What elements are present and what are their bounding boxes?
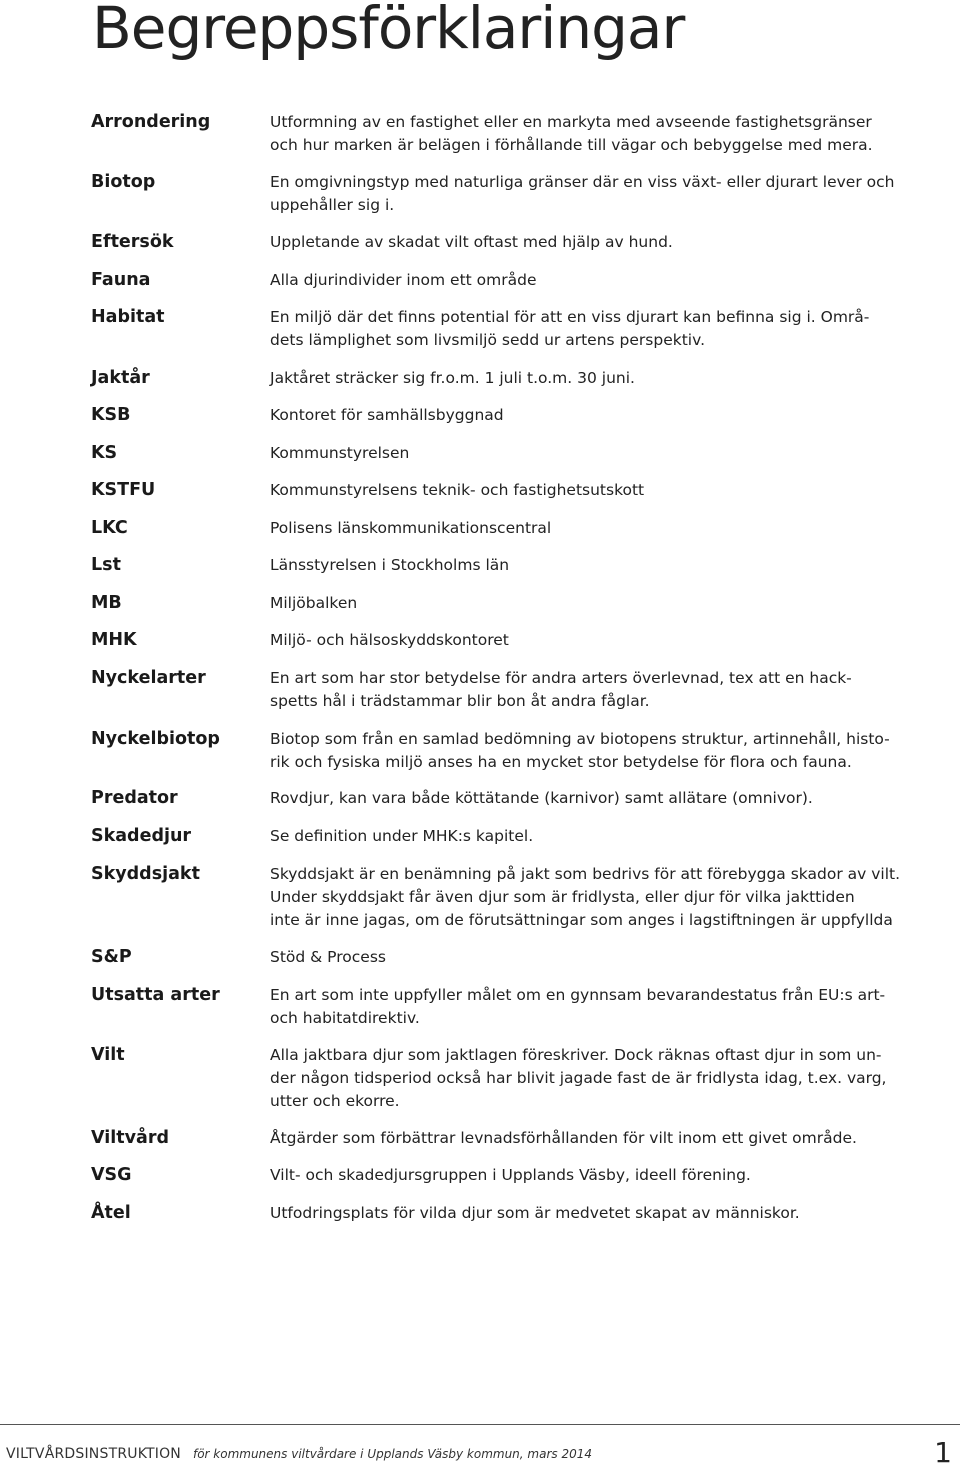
- glossary-term: Fauna: [91, 270, 151, 290]
- page-number: 1: [934, 1436, 952, 1469]
- glossary-definition: [270, 825, 910, 848]
- glossary-term: Viltvård: [91, 1128, 169, 1148]
- definition-line: Uppletande av skadat vilt oftast med hjälp av hund.: [270, 233, 673, 251]
- glossary-definition: [270, 306, 910, 352]
- footer-divider: [0, 1424, 960, 1425]
- definition-line: inte är inne jagas, om de förutsättningar som anges i lagstiftningen är uppfyllda: [270, 911, 893, 929]
- glossary-definition: [270, 1127, 910, 1150]
- glossary-definition: [270, 667, 910, 713]
- glossary-term: Skyddsjakt: [91, 864, 200, 884]
- glossary-definition: [270, 1164, 910, 1187]
- definition-line: rik och fysiska miljö anses ha en mycket stor betydelse för flora och fauna.: [270, 753, 852, 771]
- definition-line: Kommunstyrelsens teknik- och fastighetsutskott: [270, 481, 645, 499]
- glossary-term: MB: [91, 593, 122, 613]
- definition-line: Stöd & Process: [270, 948, 386, 966]
- glossary-term: Eftersök: [91, 232, 174, 252]
- glossary-definition: [270, 517, 910, 540]
- definition-line: Skyddsjakt är en benämning på jakt som bedrivs för att förebygga skador av vilt.: [270, 865, 901, 883]
- glossary-term: S&P: [91, 947, 132, 967]
- definition-line: Rovdjur, kan vara både köttätande (karnivor) samt allätare (omnivor).: [270, 789, 813, 807]
- glossary-definition: [270, 269, 910, 292]
- definition-line: En miljö där det finns potential för att en viss djurart kan befinna sig i. Områ-: [270, 308, 870, 326]
- definition-line: uppehåller sig i.: [270, 196, 395, 214]
- glossary-definition: [270, 984, 910, 1030]
- glossary-definition: [270, 111, 910, 157]
- definition-line: Alla djurindivider inom ett område: [270, 271, 537, 289]
- glossary-term: Nyckelarter: [91, 668, 206, 688]
- definition-line: En art som har stor betydelse för andra arters överlevnad, tex att en hack-: [270, 669, 852, 687]
- glossary-term: Habitat: [91, 307, 165, 327]
- definition-line: Jaktåret sträcker sig fr.o.m. 1 juli t.o.m. 30 juni.: [270, 369, 635, 387]
- glossary-term: Lst: [91, 555, 121, 575]
- glossary-term: Arrondering: [91, 112, 211, 132]
- glossary-definition: [270, 231, 910, 254]
- definition-line: utter och ekorre.: [270, 1092, 400, 1110]
- definition-line: Biotop som från en samlad bedömning av biotopens struktur, artinnehåll, histo-: [270, 730, 890, 748]
- glossary-definition: [270, 787, 910, 810]
- glossary-definition: [270, 1044, 910, 1113]
- definition-line: Alla jaktbara djur som jaktlagen föreskriver. Dock räknas oftast djur in som un-: [270, 1046, 882, 1064]
- glossary-term: Jaktår: [91, 368, 150, 388]
- glossary-definition: [270, 404, 910, 427]
- footer: [6, 1443, 592, 1462]
- definition-line: och habitatdirektiv.: [270, 1009, 420, 1027]
- glossary-term: KSTFU: [91, 480, 156, 500]
- glossary-term: LKC: [91, 518, 128, 538]
- glossary-definition: [270, 1202, 910, 1225]
- definition-line: Utfodringsplats för vilda djur som är medvetet skapat av människor.: [270, 1204, 800, 1222]
- definition-line: spetts hål i trädstammar blir bon åt andra fåglar.: [270, 692, 650, 710]
- glossary-term: Åtel: [91, 1203, 131, 1223]
- glossary-definition: [270, 479, 910, 502]
- glossary-definition: [270, 629, 910, 652]
- glossary-term: KS: [91, 443, 118, 463]
- definition-line: Kontoret för samhällsbyggnad: [270, 406, 504, 424]
- glossary-term: Vilt: [91, 1045, 125, 1065]
- footer-subtitle: för kommunens viltvårdare i Upplands Väsby kommun, mars 2014: [192, 1447, 592, 1461]
- definition-line: der någon tidsperiod också har blivit jagade fast de är fridlysta idag, t.ex. varg,: [270, 1069, 887, 1087]
- glossary-definition: [270, 171, 910, 217]
- definition-line: Åtgärder som förbättrar levnadsförhållanden för vilt inom ett givet område.: [270, 1129, 857, 1147]
- definition-line: dets lämplighet som livsmiljö sedd ur artens perspektiv.: [270, 331, 705, 349]
- definition-line: En omgivningstyp med naturliga gränser där en viss växt- eller djurart lever och: [270, 173, 895, 191]
- glossary-term: Predator: [91, 788, 178, 808]
- glossary-term: MHK: [91, 630, 137, 650]
- definition-line: Utformning av en fastighet eller en markyta med avseende fastighetsgränser: [270, 113, 872, 131]
- glossary-term: Nyckelbiotop: [91, 729, 220, 749]
- glossary-definition: [270, 442, 910, 465]
- definition-line: Miljöbalken: [270, 594, 358, 612]
- glossary-term: Utsatta arter: [91, 985, 220, 1005]
- glossary-definition: [270, 592, 910, 615]
- glossary-term: KSB: [91, 405, 131, 425]
- definition-line: En art som inte uppfyller målet om en gynnsam bevarandestatus från EU:s art-: [270, 986, 886, 1004]
- footer-document-title: VILTVÅRDSINSTRUKTION: [6, 1446, 181, 1462]
- definition-line: Vilt- och skadedjursgruppen i Upplands Väsby, ideell förening.: [270, 1166, 751, 1184]
- glossary-definition: [270, 946, 910, 969]
- glossary-definition: [270, 863, 910, 932]
- glossary-definition: [270, 728, 910, 774]
- glossary-term: Skadedjur: [91, 826, 192, 846]
- glossary-definition: [270, 367, 910, 390]
- glossary-definition: [270, 554, 910, 577]
- glossary-term: Biotop: [91, 172, 156, 192]
- definition-line: och hur marken är belägen i förhållande till vägar och bebyggelse med mera.: [270, 136, 873, 154]
- definition-line: Polisens länskommunikationscentral: [270, 519, 552, 537]
- page-title: Begreppsförklaringar: [92, 0, 685, 62]
- definition-line: Miljö- och hälsoskyddskontoret: [270, 631, 509, 649]
- definition-line: Kommunstyrelsen: [270, 444, 410, 462]
- definition-line: Se definition under MHK:s kapitel.: [270, 827, 534, 845]
- definition-line: Under skyddsjakt får även djur som är fridlysta, eller djur för vilka jakttiden: [270, 888, 855, 906]
- definition-line: Länsstyrelsen i Stockholms län: [270, 556, 510, 574]
- glossary-term: VSG: [91, 1165, 132, 1185]
